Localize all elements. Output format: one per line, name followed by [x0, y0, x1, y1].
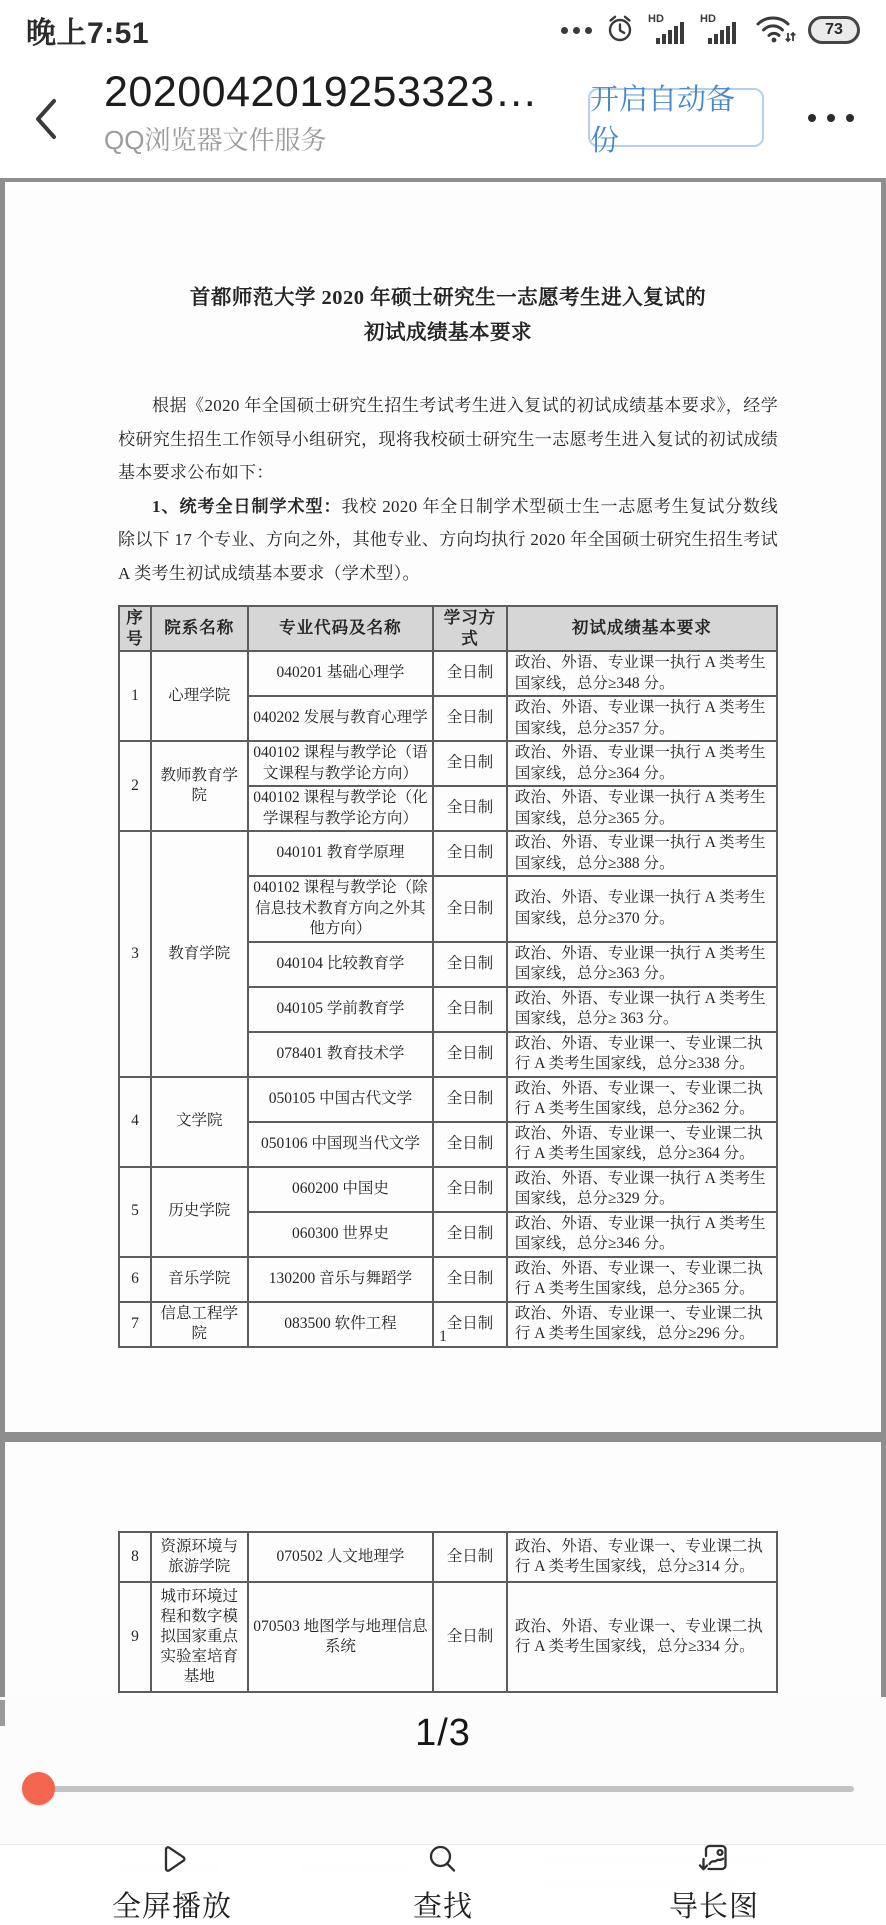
wifi-icon	[752, 11, 796, 50]
cell-department: 城市环境过程和数字模拟国家重点实验室培育基地	[151, 1582, 248, 1692]
column-header: 学习方式	[433, 606, 507, 651]
cell-specialty: 083500 软件工程	[248, 1302, 434, 1347]
document-page-2[interactable]	[5, 1442, 881, 1697]
table-row	[119, 1167, 777, 1212]
cell-score-requirement: 政治、外语、专业课一执行 A 类考生国家线，总分≥346 分。	[507, 1212, 777, 1257]
fullscreen-play-button[interactable]	[82, 1841, 262, 1925]
cell-specialty: 130200 音乐与舞蹈学	[248, 1257, 434, 1302]
cell-score-requirement: 政治、外语、专业课一执行 A 类考生国家线，总分≥357 分。	[507, 696, 777, 741]
cell-department: 历史学院	[151, 1167, 248, 1257]
document-title: 首都师范大学 2020 年硕士研究生一志愿考生进入复试的 初试成绩基本要求	[189, 287, 707, 344]
file-title: 2020042019253323…	[104, 68, 539, 116]
cell-study-mode: 全日制	[433, 1032, 507, 1077]
cell-score-requirement: 政治、外语、专业课一执行 A 类考生国家线，总分≥ 363 分。	[507, 987, 777, 1032]
cell-score-requirement: 政治、外语、专业课一、专业课二执行 A 类考生国家线，总分≥314 分。	[507, 1532, 777, 1582]
cell-score-requirement: 政治、外语、专业课一执行 A 类考生国家线，总分≥329 分。	[507, 1167, 777, 1212]
cell-row-number: 9	[119, 1582, 151, 1692]
long-image-icon	[696, 1841, 732, 1882]
cell-row-number: 4	[119, 1077, 151, 1167]
table-row	[119, 1582, 777, 1692]
file-subtitle: QQ浏览器文件服务	[104, 125, 327, 155]
cell-department: 资源环境与旅游学院	[151, 1532, 248, 1582]
cell-specialty: 040104 比较教育学	[248, 942, 434, 987]
find-button[interactable]	[353, 1841, 533, 1925]
slider-track[interactable]	[34, 1786, 854, 1792]
cell-row-number: 3	[119, 831, 151, 1077]
cell-score-requirement: 政治、外语、专业课一、专业课二执行 A 类考生国家线，总分≥362 分。	[507, 1077, 777, 1122]
battery-icon	[808, 16, 860, 44]
battery-percent: 73	[825, 21, 843, 38]
cell-study-mode: 全日制	[433, 786, 507, 831]
enable-auto-backup-button[interactable]: 开启自动备份	[588, 88, 764, 147]
signal-hd-icon: HD	[700, 14, 740, 46]
cell-specialty: 060300 世界史	[248, 1212, 434, 1257]
cell-score-requirement: 政治、外语、专业课一、专业课二执行 A 类考生国家线，总分≥334 分。	[507, 1582, 777, 1692]
cell-specialty: 078401 教育技术学	[248, 1032, 434, 1077]
score-table-page2-container	[5, 1531, 881, 1693]
cell-specialty: 070502 人文地理学	[248, 1532, 434, 1582]
status-bar	[0, 0, 886, 60]
cell-study-mode: 全日制	[433, 831, 507, 876]
cell-score-requirement: 政治、外语、专业课一、专业课二执行 A 类考生国家线，总分≥338 分。	[507, 1032, 777, 1077]
cell-department: 文学院	[151, 1077, 248, 1167]
cell-row-number: 6	[119, 1257, 151, 1302]
cell-row-number: 7	[119, 1302, 151, 1347]
cell-study-mode: 全日制	[433, 1167, 507, 1212]
app-header	[0, 60, 886, 178]
file-header-text	[104, 68, 574, 157]
more-menu-button[interactable]	[808, 104, 854, 132]
toolbar-item-label: 导长图	[668, 1890, 759, 1923]
cell-row-number: 2	[119, 741, 151, 831]
page-indicator: 1/3	[415, 1712, 471, 1754]
cell-department: 心理学院	[151, 651, 248, 741]
cell-study-mode: 全日制	[433, 1212, 507, 1257]
cell-specialty: 040102 课程与教学论（化学课程与教学论方向）	[248, 786, 434, 831]
cell-specialty: 040102 课程与教学论（除信息技术教育方向之外其他方向）	[248, 876, 434, 942]
cell-study-mode: 全日制	[433, 696, 507, 741]
cell-department: 教育学院	[151, 831, 248, 1077]
score-table	[118, 1531, 778, 1693]
signal-hd-icon: HD	[648, 14, 688, 46]
slider-thumb[interactable]	[22, 1772, 55, 1805]
back-button[interactable]	[30, 90, 74, 148]
score-table-page1-container	[118, 605, 778, 1348]
cell-specialty: 050106 中国现当代文学	[248, 1122, 434, 1167]
more-dots-icon	[561, 27, 592, 34]
cell-study-mode: 全日制	[433, 1257, 507, 1302]
table-row	[119, 1257, 777, 1302]
cell-score-requirement: 政治、外语、专业课一、专业课二执行 A 类考生国家线，总分≥365 分。	[507, 1257, 777, 1302]
table-header-row	[119, 606, 777, 651]
cell-specialty: 040101 教育学原理	[248, 831, 434, 876]
status-icons	[561, 11, 860, 50]
cell-specialty: 040102 课程与教学论（语文课程与教学论方向）	[248, 741, 434, 786]
table-row	[119, 741, 777, 786]
toolbar-item-label: 全屏播放	[111, 1890, 232, 1923]
cell-score-requirement: 政治、外语、专业课一执行 A 类考生国家线，总分≥363 分。	[507, 942, 777, 987]
cell-study-mode: 全日制	[433, 1582, 507, 1692]
column-header: 院系名称	[151, 606, 248, 651]
cell-row-number: 5	[119, 1167, 151, 1257]
toolbar-item-label: 查找	[412, 1890, 473, 1923]
cell-study-mode: 全日制	[433, 651, 507, 696]
cell-specialty: 060200 中国史	[248, 1167, 434, 1212]
document-paragraph-2: 1、统考全日制学术型：我校 2020 年全日制学术型硕士生一志愿考生复试分数线除以下 17 个专业、方向之外，其他专业、方向均执行 2020 年全国硕士研究生招生考试 A 类考生初试成绩基本要求（学术型）。	[118, 496, 778, 583]
table-row	[119, 651, 777, 696]
cell-specialty: 040105 学前教育学	[248, 987, 434, 1032]
cell-score-requirement: 政治、外语、专业课一执行 A 类考生国家线，总分≥365 分。	[507, 786, 777, 831]
cell-study-mode: 全日制	[433, 876, 507, 942]
cell-row-number: 1	[119, 651, 151, 741]
cell-study-mode: 全日制	[433, 942, 507, 987]
document-page-number: 1	[439, 1328, 447, 1345]
cell-study-mode: 全日制	[433, 987, 507, 1032]
alarm-icon	[604, 12, 636, 49]
table-row	[119, 1532, 777, 1582]
cell-study-mode: 全日制	[433, 1122, 507, 1167]
cell-score-requirement: 政治、外语、专业课一、专业课二执行 A 类考生国家线，总分≥296 分。	[507, 1302, 777, 1347]
cell-department: 信息工程学院	[151, 1302, 248, 1347]
cell-study-mode: 全日制	[433, 1302, 507, 1347]
column-header: 初试成绩基本要求	[507, 606, 777, 651]
page-slider[interactable]	[0, 1770, 886, 1808]
cell-study-mode: 全日制	[433, 741, 507, 786]
table-row	[119, 831, 777, 876]
document-paragraph-1: 根据《2020 年全国硕士研究生招生考试考生进入复试的初试成绩基本要求》，经学校研究生招生工作领导小组研究，现将我校硕士研究生一志愿考生进入复试的初试成绩基本要求公布如下：	[118, 396, 778, 482]
bottom-toolbar	[0, 1844, 886, 1923]
cell-score-requirement: 政治、外语、专业课一执行 A 类考生国家线，总分≥364 分。	[507, 741, 777, 786]
cell-specialty: 050105 中国古代文学	[248, 1077, 434, 1122]
cell-specialty: 070503 地图学与地理信息系统	[248, 1582, 434, 1692]
column-header: 序号	[119, 606, 151, 651]
cell-score-requirement: 政治、外语、专业课一执行 A 类考生国家线，总分≥370 分。	[507, 876, 777, 942]
search-icon	[425, 1841, 461, 1882]
export-long-image-button[interactable]	[624, 1841, 804, 1925]
cell-score-requirement: 政治、外语、专业课一执行 A 类考生国家线，总分≥348 分。	[507, 651, 777, 696]
cell-specialty: 040202 发展与教育心理学	[248, 696, 434, 741]
score-table	[118, 605, 778, 1348]
cell-score-requirement: 政治、外语、专业课一、专业课二执行 A 类考生国家线，总分≥364 分。	[507, 1122, 777, 1167]
document-page-1[interactable]	[5, 182, 881, 1432]
cell-score-requirement: 政治、外语、专业课一执行 A 类考生国家线，总分≥388 分。	[507, 831, 777, 876]
clock-time: 晚上7:51	[26, 17, 150, 50]
cell-department: 音乐学院	[151, 1257, 248, 1302]
table-row	[119, 1077, 777, 1122]
cell-row-number: 8	[119, 1532, 151, 1582]
cell-department: 教师教育学院	[151, 741, 248, 831]
cell-specialty: 040201 基础心理学	[248, 651, 434, 696]
cell-study-mode: 全日制	[433, 1532, 507, 1582]
play-icon	[154, 1841, 190, 1882]
column-header: 专业代码及名称	[248, 606, 434, 651]
cell-study-mode: 全日制	[433, 1077, 507, 1122]
